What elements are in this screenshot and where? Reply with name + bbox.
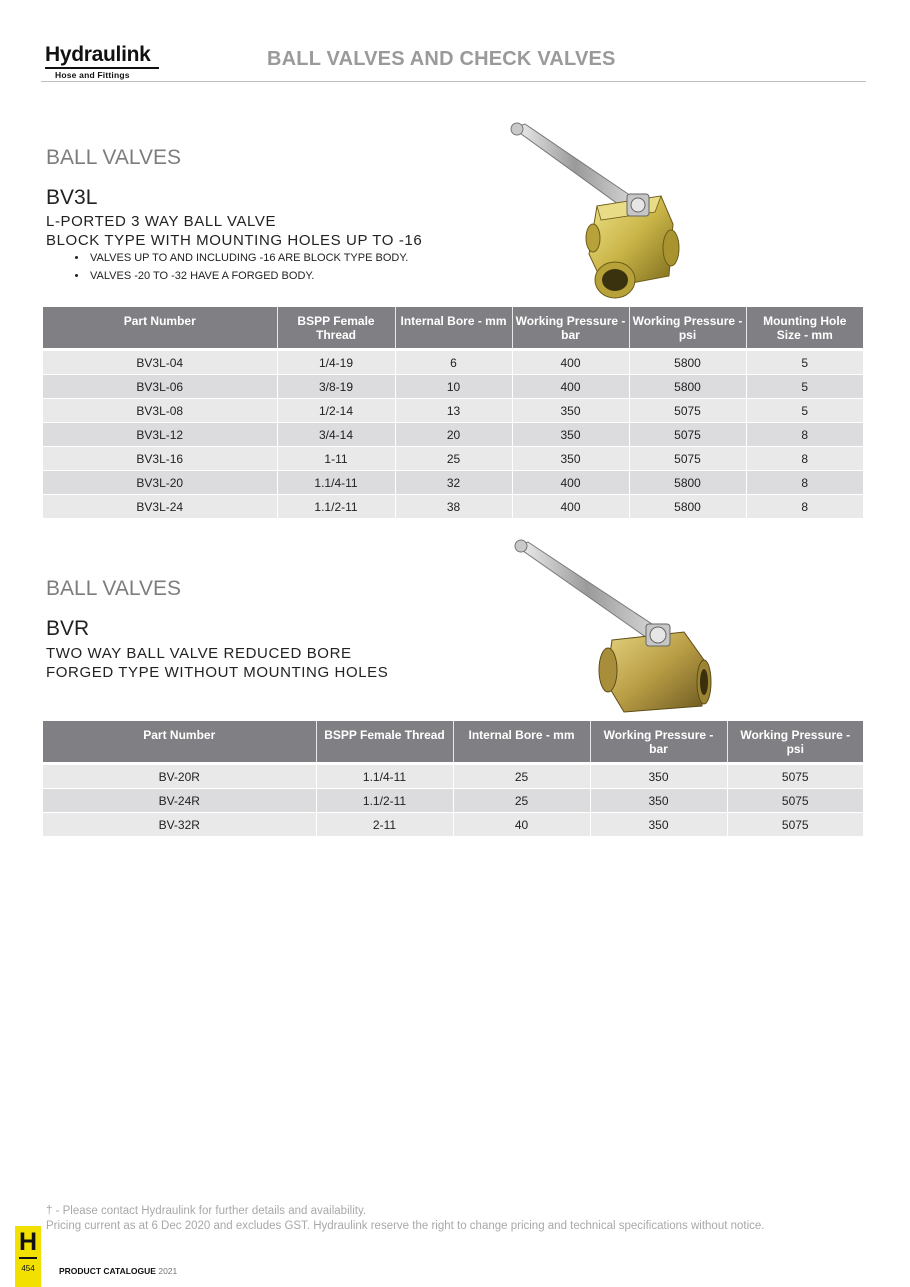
table-cell: 5075 (629, 423, 746, 447)
table-cell: 5075 (727, 765, 863, 789)
section1-desc-line-1: L-PORTED 3 WAY BALL VALVE (46, 213, 277, 230)
table-row (43, 423, 863, 447)
table-cell: 5075 (629, 399, 746, 423)
header-divider (41, 81, 866, 82)
tab-rule (19, 1257, 37, 1259)
table-cell: 1.1/4-11 (277, 471, 395, 495)
table-cell: 25 (395, 447, 512, 471)
table-cell: 5075 (727, 813, 863, 837)
table-cell: BV3L-06 (43, 375, 277, 399)
table-cell: 8 (746, 495, 863, 519)
table-header-row (43, 307, 863, 348)
section1-bullet: • VALVES UP TO AND INCLUDING -16 ARE BLOCK TYPE BODY. (88, 249, 408, 267)
column-header: BSPP Female Thread (316, 721, 453, 762)
table-row (43, 399, 863, 423)
hydraulink-logo (45, 43, 163, 79)
section2-heading: BALL VALVES (46, 577, 182, 600)
page-title: BALL VALVES AND CHECK VALVES (267, 48, 616, 70)
table-cell: BV3L-08 (43, 399, 277, 423)
footnote-availability: † - Please contact Hydraulink for further details and availability. (46, 1205, 367, 1217)
section1-desc-line-2: BLOCK TYPE WITH MOUNTING HOLES UP TO -16 (46, 232, 423, 249)
column-header: Working Pressure - psi (629, 307, 746, 348)
column-header: Part Number (43, 307, 277, 348)
table-cell: 5 (746, 375, 863, 399)
table-row (43, 471, 863, 495)
column-header: Part Number (43, 721, 316, 762)
table-cell: 3/4-14 (277, 423, 395, 447)
table-cell: 350 (590, 813, 727, 837)
table-cell: 32 (395, 471, 512, 495)
section2-desc-line-1: TWO WAY BALL VALVE REDUCED BORE (46, 645, 352, 662)
logo-underline (45, 67, 159, 69)
table-cell: BV-24R (43, 789, 316, 813)
catalogue-name: PRODUCT CATALOGUE (59, 1266, 156, 1276)
table-cell: 10 (395, 375, 512, 399)
table-cell: 8 (746, 423, 863, 447)
table-row (43, 813, 863, 837)
table-cell: 25 (453, 789, 590, 813)
table-cell: 1-11 (277, 447, 395, 471)
section1-bullet-list (66, 249, 408, 285)
table-cell: 5 (746, 351, 863, 375)
table-cell: 3/8-19 (277, 375, 395, 399)
column-header: BSPP Female Thread (277, 307, 395, 348)
tab-letter: H (18, 1228, 38, 1256)
table-cell: 1/2-14 (277, 399, 395, 423)
table-cell: BV3L-20 (43, 471, 277, 495)
table-header-row (43, 721, 863, 762)
bvr-valve-image (508, 536, 718, 716)
table-cell: 5 (746, 399, 863, 423)
logo-tagline: Hose and Fittings (55, 70, 130, 80)
table-cell: 5075 (629, 447, 746, 471)
bvr-spec-table (43, 721, 863, 837)
catalogue-label (59, 1266, 177, 1276)
column-header: Working Pressure - bar (590, 721, 727, 762)
table-cell: 8 (746, 447, 863, 471)
catalogue-year: 2021 (158, 1266, 178, 1276)
section2-product-code: BVR (46, 617, 90, 640)
table-cell: 400 (512, 375, 629, 399)
table-cell: BV3L-16 (43, 447, 277, 471)
table-cell: BV3L-24 (43, 495, 277, 519)
table-cell: 1/4-19 (277, 351, 395, 375)
table-cell: 1.1/2-11 (316, 789, 453, 813)
table-cell: 8 (746, 471, 863, 495)
table-cell: 25 (453, 765, 590, 789)
section1-bullet: • VALVES -20 TO -32 HAVE A FORGED BODY. (88, 267, 408, 285)
table-cell: BV3L-04 (43, 351, 277, 375)
table-cell: 2-11 (316, 813, 453, 837)
column-header: Working Pressure - bar (512, 307, 629, 348)
table-row (43, 351, 863, 375)
table-cell: 5075 (727, 789, 863, 813)
table-cell: 20 (395, 423, 512, 447)
table-cell: 400 (512, 351, 629, 375)
table-cell: BV-32R (43, 813, 316, 837)
table-cell: 5800 (629, 471, 746, 495)
column-header: Internal Bore - mm (453, 721, 590, 762)
table-cell: 350 (512, 423, 629, 447)
bv3l-spec-table (43, 307, 863, 519)
table-cell: 5800 (629, 495, 746, 519)
table-cell: 40 (453, 813, 590, 837)
section-tab (15, 1226, 41, 1287)
table-row (43, 447, 863, 471)
table-row (43, 765, 863, 789)
table-cell: 350 (590, 765, 727, 789)
column-header: Internal Bore - mm (395, 307, 512, 348)
table-cell: 1.1/4-11 (316, 765, 453, 789)
table-row (43, 375, 863, 399)
table-row (43, 789, 863, 813)
section2-description (46, 644, 388, 682)
table-cell: 5800 (629, 375, 746, 399)
bv3l-valve-image (505, 120, 685, 305)
logo-name: Hydraulink (45, 43, 151, 66)
table-cell: 350 (512, 447, 629, 471)
table-cell: 400 (512, 495, 629, 519)
column-header: Working Pressure - psi (727, 721, 863, 762)
table-cell: BV3L-12 (43, 423, 277, 447)
table-cell: 350 (512, 399, 629, 423)
section1-description (46, 212, 422, 250)
page-number: 454 (21, 1264, 35, 1273)
table-cell: 400 (512, 471, 629, 495)
table-cell: 13 (395, 399, 512, 423)
table-cell: 38 (395, 495, 512, 519)
table-row (43, 495, 863, 519)
table-cell: 350 (590, 789, 727, 813)
table-cell: 5800 (629, 351, 746, 375)
table-cell: BV-20R (43, 765, 316, 789)
table-cell: 1.1/2-11 (277, 495, 395, 519)
column-header: Mounting Hole Size - mm (746, 307, 863, 348)
section1-heading: BALL VALVES (46, 146, 182, 169)
table-cell: 6 (395, 351, 512, 375)
section1-product-code: BV3L (46, 186, 98, 209)
footnote-pricing: Pricing current as at 6 Dec 2020 and excludes GST. Hydraulink reserve the right to change pricing and technical specifications without notice. (46, 1220, 765, 1232)
section2-desc-line-2: FORGED TYPE WITHOUT MOUNTING HOLES (46, 664, 389, 681)
